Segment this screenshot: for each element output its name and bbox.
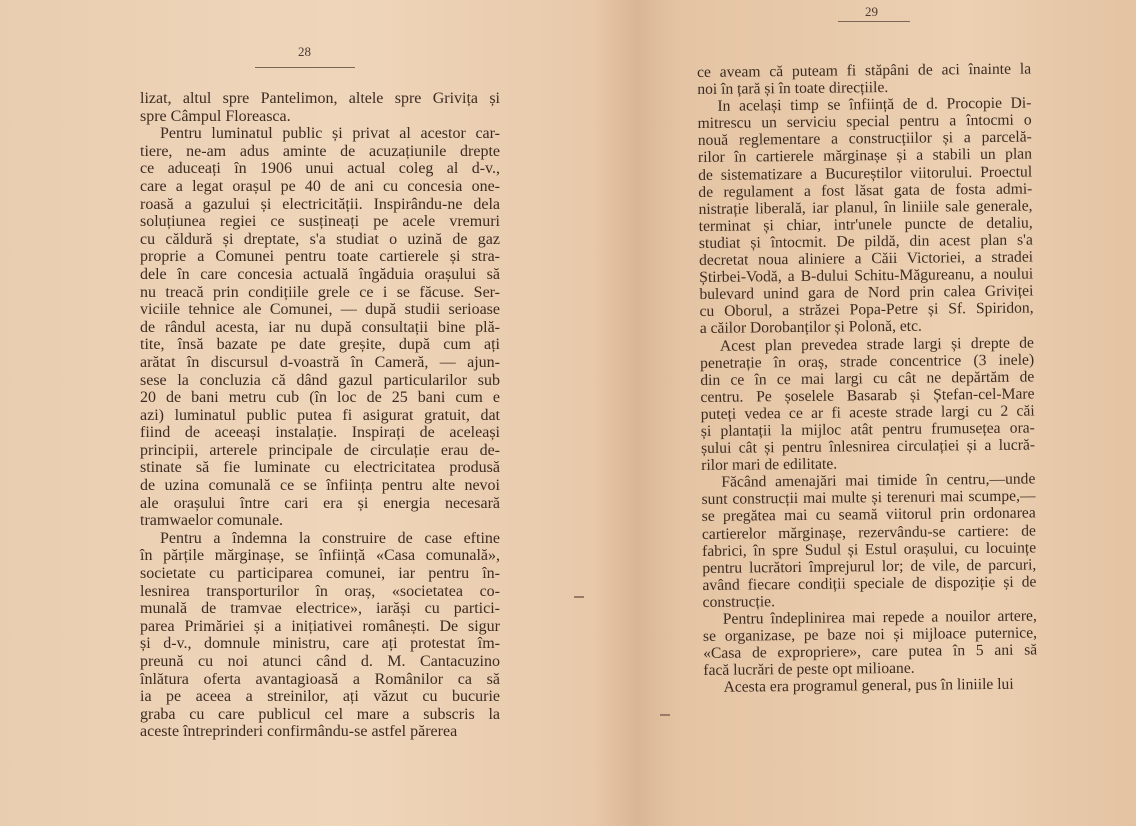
text-line: din ce în ce mai largi cu cât ne depărtăm de (700, 368, 1035, 389)
text-line: facă lucrări de peste opt milioane. (703, 660, 915, 680)
text-line: care a legat orașul pe 40 de ani cu concesia one- (140, 177, 500, 195)
text-line: rilor în cartierele mărginașe și a stabili un plan (697, 145, 1033, 167)
page-number-left: 28 (298, 44, 311, 59)
text-line: munală de tramvae electrice», iarăși cu partici- (140, 600, 500, 618)
text-line: în părțile mărginașe, se înființă «Casa comunală», (140, 547, 500, 565)
text-line: preună cu noi atunci când d. M. Cantacuzino (140, 653, 500, 670)
text-line: ce aveam că puteam fi stăpâni de aci înainte la (697, 60, 1032, 81)
text-line: de regulament a fost lăsat gata de fosta admi- (698, 180, 1033, 201)
header-rule-right (838, 21, 910, 22)
text-line: Acest plan prevedea strade largi și drepte de (719, 333, 1035, 355)
text-line: viciile tehnice ale Comunei, — după studii serioase (140, 301, 500, 319)
text-line: mitrescu un serviciu special pentru a întocmi o (697, 111, 1032, 133)
text-line: pentru lucrători împrejurul lor; de vile, de parcuri, (702, 556, 1037, 577)
text-line: șului cât și pentru înlesnirea circulației și a lucră- (700, 436, 1036, 458)
text-line: de sistematizare a Bucureștilor viitorului. Proectul (698, 163, 1033, 184)
text-line: cu Oborul, a străzei Popa-Petre și Sf. Spiridon, (699, 299, 1034, 321)
text-line: penetrație în oraș, strade concentrice (3 inele) (700, 351, 1035, 372)
text-line: arătat în discursul d-voastră în Cameră, — ajun- (140, 353, 500, 371)
text-line: cartierelor mărginașe, rezervându-se cartiere: de (701, 522, 1036, 543)
text-line: In același timp se înființă de d. Procopie Di- (717, 94, 1032, 115)
text-line: studiat și întocmit. De pildă, din acest plan s'a (698, 231, 1033, 252)
text-line: spre Câmpul Floreasca. (140, 107, 291, 125)
text-line: Acesta era programul general, pus în liniile lui (723, 676, 1014, 697)
text-line: decretat noua aliniere a Căii Victoriei, a stradei (698, 248, 1034, 270)
text-line: sese la concluzia că dând gazul particularilor sub (140, 371, 500, 389)
text-line: sunt construcții mai multe și terenuri mai scumpe,— (701, 487, 1036, 509)
text-line: proprie a Comunei pentru toate cartierele și stra- (140, 248, 500, 266)
text-line: societate cu participarea comunei, iar pentru în- (140, 565, 500, 583)
text-line: lesnirea transporturilor în oraș, «societatea co- (140, 582, 500, 600)
text-line: stinate să fie luminate cu electricitatea produsă (140, 459, 500, 477)
text-line: aceste întreprinderi confirmându-se astfel părerea (140, 723, 458, 741)
text-line: tramwaelor comunale. (140, 512, 284, 530)
text-line: «Casa de expropriere», care putea în 5 ani să (703, 641, 1038, 663)
text-line: dele în care concesia actuală îngăduia orașului să (140, 265, 500, 283)
text-line: fiind de aceeași instalație. Inspirați de aceleași (140, 424, 500, 442)
text-line: tite, însă bazate pe date greșite, după cum ați (140, 336, 500, 354)
gutter-mark (574, 596, 584, 598)
text-line: nu treacă prin condițiile grele ce i se făcuse. Ser- (140, 283, 500, 301)
text-line: ce aduceați în 1906 unui actual coleg al d-v., (140, 160, 500, 178)
gutter-mark (660, 714, 670, 716)
text-line: a căilor Dorobanților și Polonă, etc. (699, 318, 923, 338)
text-line: Pentru îndeplinirea mai repede a nouilor artere, (722, 607, 1037, 628)
text-line: azi) luminatul public putea fi asigurat gratuit, dat (140, 406, 500, 424)
left-page-text (140, 90, 500, 741)
header-rule-left (255, 67, 355, 68)
text-line: rilor mari de edilitate. (701, 455, 838, 475)
text-line: bulevard unind gara de Nord prin calea Griviței (699, 282, 1034, 304)
right-page-text (697, 61, 1038, 697)
text-line: ia pe aceea a streinilor, ați văzut cu bucurie (140, 688, 500, 706)
text-line: se pregătea mai cu seamă viitorul prin ordonarea (701, 504, 1036, 526)
text-line: nistrație liberală, iar planul, în liniile sale generale, (698, 197, 1033, 218)
text-line: fabrici, în spre Sudul și Estul orașului, cu locuințe (702, 539, 1037, 560)
text-line: 20 de bani metru cub (în loc de 25 bani cum e (140, 389, 500, 407)
text-line: ale orașului între cari era și energia necesară (140, 494, 500, 512)
page-number-right: 29 (865, 4, 878, 19)
text-line: construcție. (702, 593, 776, 611)
text-line: Pentru luminatul public și privat al acestor car- (160, 125, 500, 143)
text-line: Făcând amenajări mai timide în centru,—unde (721, 470, 1036, 492)
text-line: parea Primăriei și a inițiativei românești. De sigur (140, 617, 500, 635)
text-line: centru. Pe șoselele Basarab și Ștefan-cel-Mare (700, 385, 1035, 406)
text-line: de uzina comunală ce se înființa pentru alte nevoi (140, 477, 500, 495)
text-line: Știrbei-Vodă, a B-dului Schitu-Măgureanu, a noului (699, 265, 1034, 287)
text-line: Pentru a îndemna la construire de case eftine (160, 529, 500, 547)
text-line: graba cu care publicul cel mare a subscris la (140, 705, 500, 723)
text-line: terminat și chiar, intr'unele puncte de detaliu, (698, 214, 1033, 235)
text-line: puteți vedea ce ar fi aceste strade largi cu 2 căi (700, 402, 1035, 423)
text-line: de rândul acesta, iar nu după consultații bine plă- (140, 318, 500, 336)
text-line: noi în țară și în toate direcțiile. (697, 79, 889, 99)
text-line: principii, arterele principale de circulație erau de- (140, 441, 500, 459)
text-line: tiere, ne-am adus aminte de acuzațiunile drepte (140, 142, 500, 160)
text-line: și plantații la mijloc atât pentru frumusețea ora- (700, 419, 1035, 440)
text-line: având fiecare condiții speciale de dispoziție și de (702, 573, 1037, 594)
text-line: cu căldură și dreptate, s'a studiat o uzină de gaz (140, 230, 500, 248)
text-line: lizat, altul spre Pantelimon, altele spre Grivița și (140, 90, 500, 107)
text-line: soluțiunea regiei ce susțineați pe acele vremuri (140, 213, 500, 231)
text-line: nouă reglementare a construcțiilor și a parcelă- (697, 128, 1032, 150)
text-line: se organizase, pe baze noi și mijloace puternice, (702, 624, 1038, 646)
text-line: și d-v., domnule ministru, care ați protestat îm- (140, 635, 500, 653)
text-line: roasă a gazului și electricității. Inspirându-ne dela (140, 195, 500, 213)
text-line: înlătura oferta avantagioasă a Românilor ca să (140, 670, 500, 688)
